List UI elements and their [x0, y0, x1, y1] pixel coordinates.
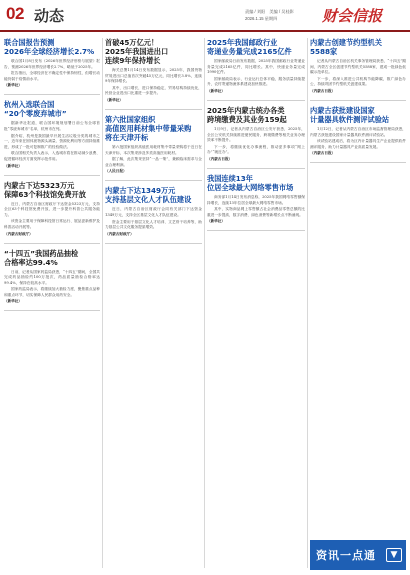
article[interactable] [4, 181, 100, 237]
article-byline: （内蒙古财政厅） [105, 231, 134, 236]
column-1 [4, 38, 100, 568]
article-headline[interactable]: 联合国报告预测 2026年全球经济增长2.7% [4, 38, 95, 56]
article-byline: （人民日报） [105, 169, 127, 174]
article-separator [4, 310, 100, 311]
article-paragraph: 据介绍，杭州是我国最早开展生活垃圾分类的城市之一，近年来在固体废物源头减量、资源化利用等方面持续推进，形成了一批可复制推广的经验做法。 [4, 133, 100, 149]
article-paragraph: 联合国相关负责人表示，入选城市将在推动减少浪费、促进循环经济方面发挥示范作用。 [4, 151, 100, 161]
article-byline: （新华社） [4, 299, 22, 304]
article-separator [207, 100, 305, 101]
article-body [207, 59, 305, 88]
article-paragraph: 国家邮政局表示，行业运行总体平稳，服务质量持续提升，农村寄递物流体系建设加快推进。 [207, 76, 305, 87]
article-body [207, 127, 305, 156]
article[interactable] [105, 186, 202, 236]
newspaper-brand-logo: 财会信报 [322, 9, 383, 25]
column-divider [307, 38, 308, 568]
article-paragraph: 近日，内蒙古自治区财政厅下达资金5323万元，支持全区63个科技馆免费开放，进一步提升科普公共服务能力。 [4, 201, 100, 217]
article-body [310, 127, 406, 150]
article-paragraph: 据了解，此次集采坚持“一品一策”，兼顾临床需求与企业合理利润。 [105, 157, 202, 167]
article-headline[interactable]: 2025年内蒙古统办各类 跨境缴费及其业务159起 [207, 105, 287, 124]
article-headline[interactable]: 我国连续13年 位居全球最大网络零售市场 [207, 173, 294, 192]
article[interactable] [207, 38, 305, 94]
article[interactable] [105, 38, 202, 103]
article-paragraph: 联合国1月8日发布《2026年世界经济形势与展望》报告，预测2026年世界经济增长2.7%，略低于2025年。 [4, 59, 100, 69]
article-byline: （内蒙古日报） [207, 156, 233, 161]
article-separator [4, 243, 100, 244]
article-byline: （新华社） [207, 219, 225, 224]
column-divider [204, 38, 205, 568]
article[interactable] [4, 249, 100, 305]
article-paragraph: 该资金主要用于保障科技馆日常运行、展品更新维护及科普活动开展等。 [4, 219, 100, 229]
article[interactable] [207, 174, 305, 224]
article-body [4, 121, 100, 162]
article-paragraph: 1月9日，记者从内蒙古自治区公安厅获悉，2025年，全区公安机关持续推进便民服务，跨境缴费等相关业务办理效率不断提升。 [207, 126, 305, 143]
article-paragraph: 记者从内蒙古自治区机关事务管理局获悉，“十四五”期间，内蒙古全区创建节约型机关5588家，建成一批绿色低碳示范单位。 [310, 59, 406, 75]
article-headline[interactable]: 2025年我国邮政行业 寄递业务量完成2165亿件 [207, 38, 292, 56]
promo-title: 资讯一点通 [316, 549, 376, 562]
column-3 [207, 38, 305, 568]
section-number: 02 [6, 4, 24, 23]
article-byline: （新华社） [4, 83, 22, 88]
article-paragraph: 资金主要用于基层文化人才培训、文艺骨干培养等，助力基层公共文化服务提质增效。 [105, 219, 202, 230]
article-byline: （新华社） [105, 97, 123, 102]
article-headline[interactable]: 内蒙古下达1349万元 支持基层文化人才队伍建设 [105, 186, 192, 205]
article-paragraph: 1月12日，记者从内蒙古自治区市场监督管理局获悉，内蒙古获批建设国家计量器具软件测评试验站。 [310, 126, 406, 137]
article-headline[interactable]: “十四五”我国药品抽检 合格率达99.4% [4, 248, 79, 267]
article-byline: （新华社） [207, 88, 225, 93]
article[interactable] [105, 115, 202, 174]
article-paragraph: 据新华社报道，联合国环境规划署日前公布全球首批“零废弃城市”名单，杭州市在列。 [4, 121, 100, 131]
editor-line: 责编 / 刘阳 美编 / 吴桂影 [245, 9, 294, 14]
masthead [0, 0, 410, 34]
article-paragraph: 商务部1月14日发布消息称，2025年我国网络零售额保持增长，连续13年位居全球最大网络零售市场。 [207, 194, 305, 205]
article-byline: （内蒙古财政厅） [4, 231, 33, 236]
article-body [4, 202, 100, 231]
article-paragraph: 报告指出，全球经济在不确定性中保持韧性，但增长动能仍弱于疫情前水平。 [4, 71, 100, 81]
article-body [105, 145, 202, 168]
article-separator [4, 175, 100, 176]
arrow-down-icon: ▼ [386, 548, 402, 562]
article-separator [105, 109, 202, 110]
column-divider [102, 38, 103, 568]
article-paragraph: 下一步，将继续优化办事流程，推动更多事项“网上办”“就近办”。 [207, 144, 305, 155]
section-name: 动态 [34, 9, 65, 25]
article-paragraph: 该试验站建成后，将为区内计量器具生产企业提供软件测评服务，助力计量器具产业高质量发展。 [310, 139, 406, 149]
article-separator [310, 162, 406, 163]
article-paragraph: 近日，内蒙古自治区财政厅会同有关部门下达资金1349万元，支持全区基层文化人才队伍建设。 [105, 207, 202, 217]
article-headline[interactable]: 内蒙古下达5323万元 保障63个科技馆免费开放 [4, 180, 86, 199]
article[interactable] [4, 100, 100, 168]
column-4 [310, 38, 406, 536]
article-paragraph: 其中，实物商品网上零售额占社会消费品零售总额的比重进一步提高，数字消费、绿色消费等新增长点不断涌现。 [207, 207, 305, 217]
article-separator [4, 94, 100, 95]
article-separator [207, 230, 305, 231]
article-separator [207, 168, 305, 169]
article-separator [105, 180, 202, 181]
article-body [207, 195, 305, 218]
promo-banner[interactable] [310, 540, 406, 570]
article-byline: （内蒙古日报） [310, 151, 336, 156]
article-headline[interactable]: 杭州入选联合国 “20个零废弃城市” [4, 100, 67, 119]
issue-meta [245, 8, 294, 22]
article-headline[interactable]: 内蒙古获批建设国家 计量器具软件测评试验站 [310, 105, 390, 124]
article-paragraph: 其中，出口增长，进口保持稳定，贸易结构持续优化，民营企业进出口比重进一步提升。 [105, 85, 202, 96]
masthead-rule [0, 30, 410, 32]
column-2 [105, 38, 202, 568]
article-paragraph: 国家邮政局日前发布数据，2025年我国邮政行业寄递业务量完成2165亿件，同比增长。其中，快递业务量完成1990亿件。 [207, 59, 305, 75]
article[interactable] [207, 106, 305, 162]
article-headline[interactable]: 首破45万亿元！ 2025年我国进出口 连续9年保持增长 [105, 38, 169, 65]
article-byline: （内蒙古日报） [310, 88, 336, 93]
article-paragraph: 日前，记者从国家药监局获悉，“十四五”期间，全国共完成药品抽检约100万批次，药品质量抽检合格率达99.4%，保持在较高水平。 [4, 269, 100, 285]
date-line: 2026.1.15 星期四 [245, 16, 278, 21]
article-body [105, 207, 202, 230]
article-separator [105, 243, 202, 244]
article-paragraph: 国家药监局表示，将继续加大抽检力度，聚焦重点品种和重点环节，切实保障人民群众用药安全。 [4, 287, 100, 297]
article-body [105, 68, 202, 97]
article-body [4, 59, 100, 82]
article-headline[interactable]: 第六批国家组织 高值医用耗材集中带量采购 将在天津开标 [105, 114, 192, 142]
article[interactable] [4, 38, 100, 88]
article-byline: （新华社） [4, 163, 22, 168]
article[interactable] [310, 38, 406, 94]
article-paragraph: 海关总署1月14日发布数据显示，2025年，我国货物贸易进出口总值首次突破45万亿元，同比增长3.8%，连续9年保持增长。 [105, 68, 202, 84]
article-paragraph: 下一步，将深入推进公共机构节能降碳，推广绿色办公，持续巩固节约型机关创建成果。 [310, 76, 406, 87]
article-paragraph: 第六批国家组织高值医用耗材集中带量采购将于近日在天津开标，本次集采涉及多类高值医用耗材。 [105, 144, 202, 155]
article[interactable] [310, 106, 406, 156]
article-separator [310, 100, 406, 101]
article-body [310, 59, 406, 88]
article-headline[interactable]: 内蒙古创建节约型机关 5588家 [310, 38, 382, 56]
article-body [4, 270, 100, 299]
